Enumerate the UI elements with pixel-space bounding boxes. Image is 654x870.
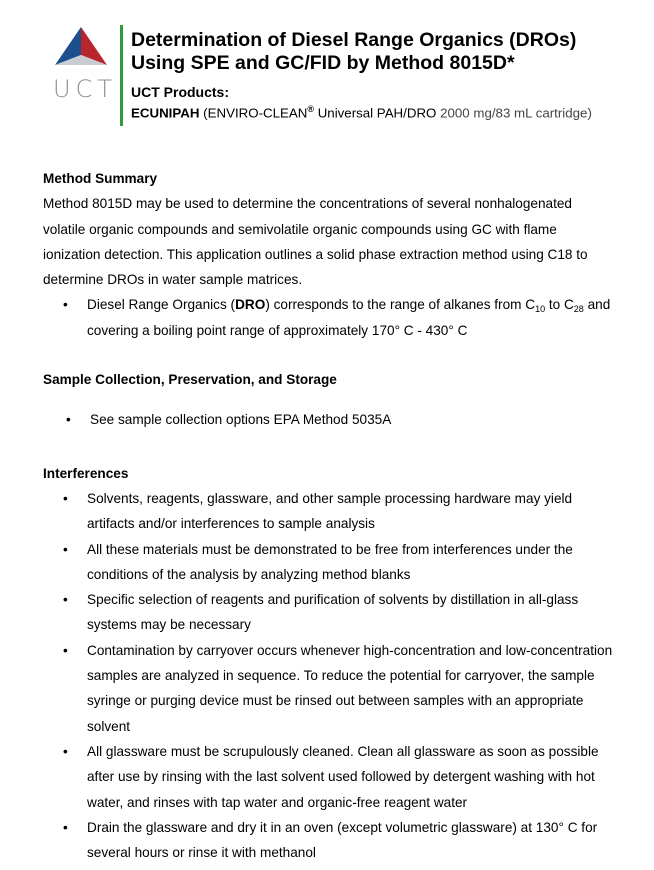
logo-text: UCT [53,75,117,103]
registered-mark: ® [307,104,314,114]
page-title [131,29,631,75]
products-heading: UCT Products: [131,84,229,100]
product-desc-3: 2000 mg/83 mL cartridge) [440,105,592,121]
bullet-icon: • [63,819,68,835]
uct-logo [53,25,117,105]
sample-collection-list [43,407,618,432]
list-item: • Contamination by carryover occurs whenever high-concentration and low-concentration samples are analyzed in sequence. To reduce the potential for carryover, the sample syringe or purging device must be rinsed out between samples with an appropriate solvent [43,638,618,739]
bullet-icon: • [63,490,68,506]
list-item: • Specific selection of reagents and purification of solvents by distillation in all-glass systems may be necessary [43,587,618,638]
product-code: ECUNIPAH [131,105,200,121]
logo-pyramid-icon [53,25,109,67]
title-line-2: Using SPE and GC/FID by Method 8015D* [131,52,515,74]
method-summary-paragraph: Method 8015D may be used to determine the concentrations of several nonhalogenated volatile organic compounds and semivolatile organic compounds using GC with flame ionization detection. This application outlines a solid phase extraction method using C18 to determine DROs in water sample matrices. [43,196,588,288]
accent-divider [120,25,123,126]
list-item: • See sample collection options EPA Method 5035A [43,407,618,432]
product-line [131,104,592,120]
bullet-icon: • [63,642,68,658]
bullet-icon: • [63,297,68,313]
list-item: • Diesel Range Organics (DRO) corresponds to the range of alkanes from $C_{10}$ to $C_{28}$ and covering a boiling point range of approximately 170° C - 430° C [43,292,618,343]
list-item: • Drain the glassware and dry it in an oven (except volumetric glassware) at 130° C for several hours or rinse it with methanol [43,815,618,866]
product-desc-1: (ENVIRO-CLEAN [203,105,308,121]
interferences-list [43,486,618,865]
list-item: • All glassware must be scrupulously cleaned. Clean all glassware as soon as possible after use by rinsing with the last solvent used followed by detergent washing with hot water, and rinses with tap water and organic-free reagent water [43,739,618,815]
bullet-icon: • [63,592,68,608]
document-body [43,166,618,865]
interferences-heading: Interferences [43,465,129,481]
list-item: • Solvents, reagents, glassware, and other sample processing hardware may yield artifacts and/or interferences to sample analysis [43,486,618,537]
bullet-icon: • [63,541,68,557]
list-item: • All these materials must be demonstrated to be free from interferences under the conditions of the analysis by analyzing method blanks [43,537,618,588]
sample-collection-heading: Sample Collection, Preservation, and Storage [43,372,337,388]
method-summary-heading: Method Summary [43,171,158,186]
bullet-icon: • [66,412,71,428]
product-desc-2: Universal PAH/DRO [314,105,441,121]
method-summary-list [43,292,618,343]
title-line-1: Determination of Diesel Range Organics (DROs) [131,29,577,51]
bullet-icon: • [63,743,68,759]
